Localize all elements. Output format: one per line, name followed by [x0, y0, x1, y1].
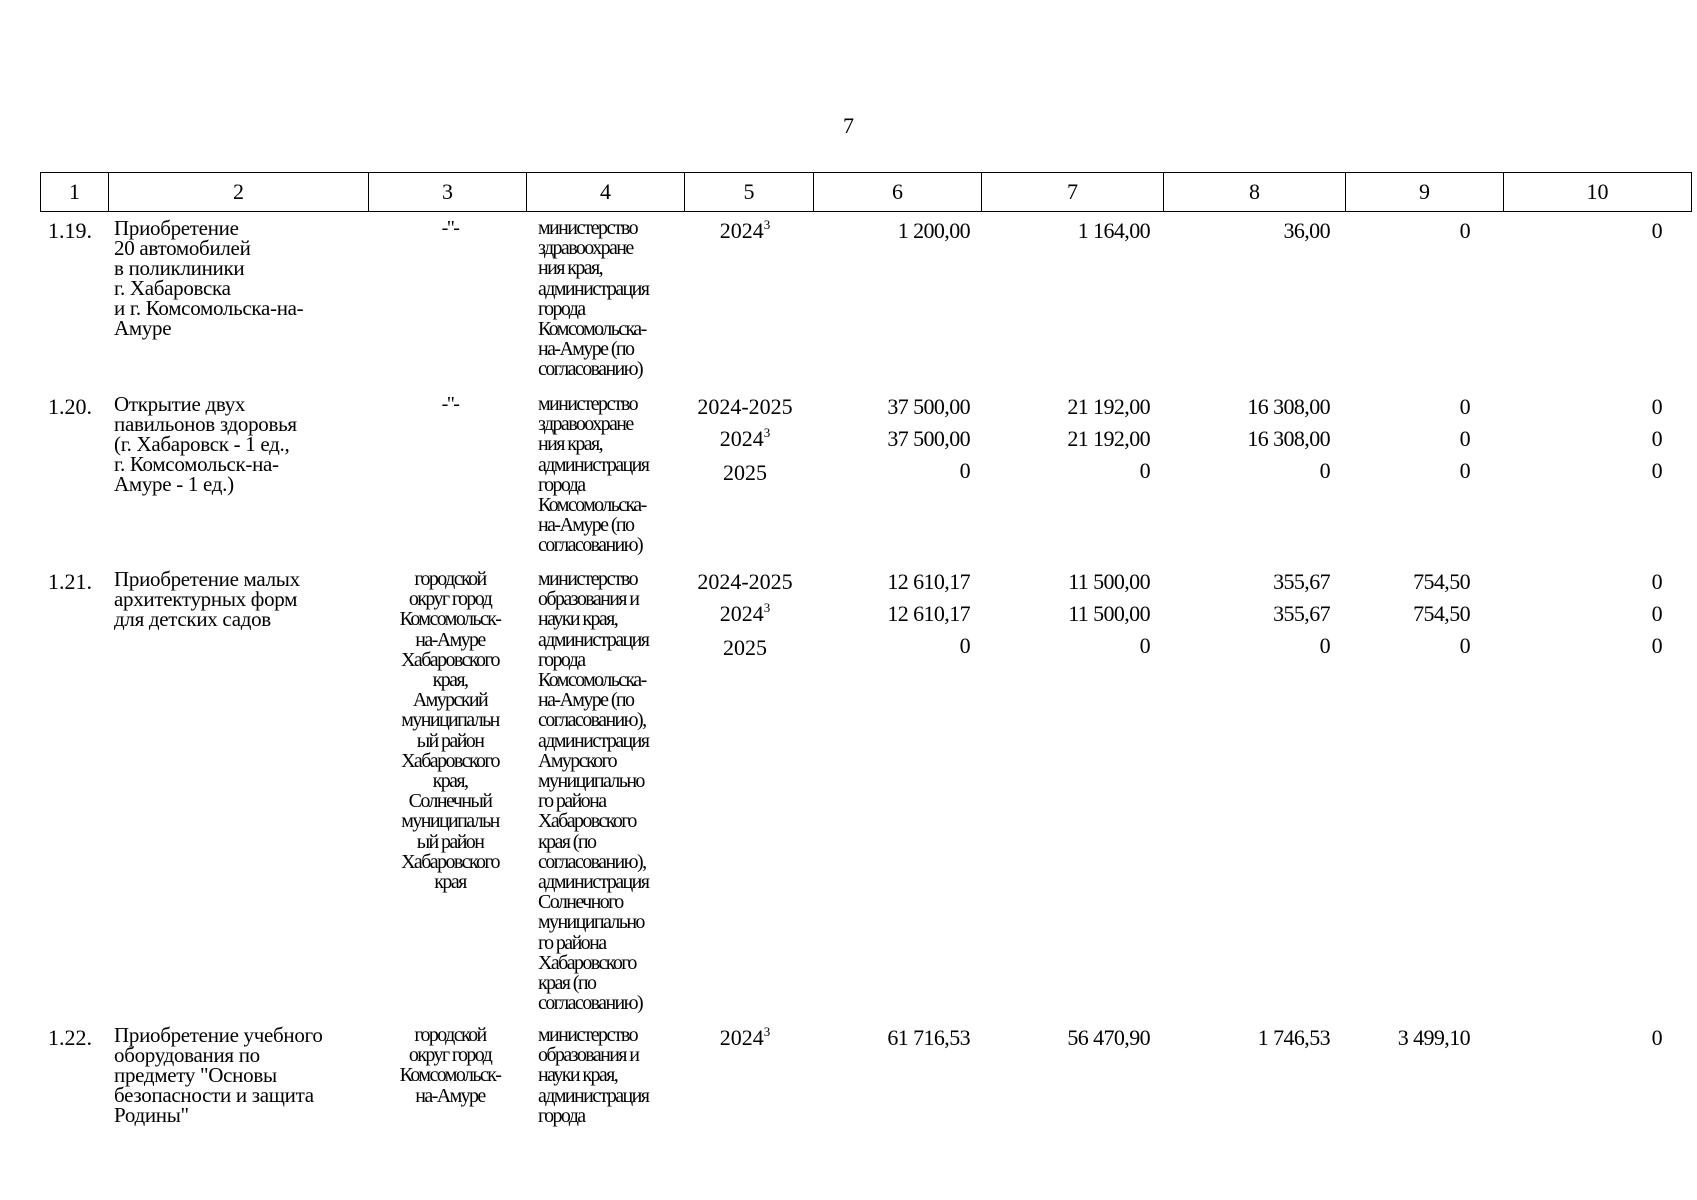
row-name: Открытие двух павильонов здоровья (г. Хабаровск - 1 ед., г. Комсомольск-на- Амуре - 1 ед.): [114, 392, 297, 496]
row-number: 1.19.: [48, 218, 92, 243]
page-number: 7: [843, 113, 854, 138]
header-col-5: 5: [685, 173, 814, 212]
year-footnote: 3: [763, 600, 771, 615]
header-col-4: 4: [527, 173, 685, 212]
header-col-2: 2: [109, 173, 369, 212]
row-value-9: 0: [1459, 633, 1470, 658]
row-value-9: 3 499,10: [1397, 1025, 1470, 1050]
row-value-8: 355,67: [1273, 601, 1330, 626]
header-col-3: 3: [369, 173, 527, 212]
row-territory: городской округ город Комсомольск- на-Амуре Хабаровского края, Амурский муниципальн ый район Хабаровского края, Солнечный муниципальн ый район Хабаровского края: [399, 568, 501, 894]
row-executor: министерство образования и науки края, администрация города: [538, 1024, 649, 1127]
row-value-7: 0: [1139, 633, 1150, 658]
row-year: 2024-2025: [697, 569, 793, 594]
row-value-8: 1 746,53: [1257, 1025, 1330, 1050]
row-value-total: 0: [959, 458, 970, 483]
row-year: 2024-2025: [697, 394, 793, 419]
header-col-8: 8: [1164, 173, 1346, 212]
year-footnote: 3: [763, 1024, 771, 1039]
year-footnote: 3: [763, 425, 771, 440]
row-number: 1.22.: [48, 1025, 92, 1050]
table-row: [40, 1025, 1690, 1135]
table-body: [40, 218, 1690, 1135]
row-value-10: 0: [1651, 458, 1662, 483]
column-number-header: [40, 172, 1692, 212]
row-value-10: 0: [1651, 218, 1662, 243]
header-col-9: 9: [1346, 173, 1504, 212]
row-executor: министерство здравоохране ния края, администрация города Комсомольска- на-Амуре (по согласованию): [538, 393, 649, 557]
row-year: 2024$^3$: [719, 600, 771, 626]
row-value-8: 16 308,00: [1247, 426, 1330, 451]
table-row: [40, 394, 1690, 569]
row-number: 1.21.: [48, 569, 92, 594]
row-value-total: 12 610,17: [887, 569, 970, 594]
row-territory: -"-: [441, 393, 459, 415]
row-value-7: 56 470,90: [1067, 1025, 1150, 1050]
row-value-10: 0: [1651, 601, 1662, 626]
header-col-1: 1: [41, 173, 109, 212]
row-value-8: 36,00: [1283, 218, 1330, 243]
row-territory: городской округ город Комсомольск- на-Амуре: [399, 1024, 501, 1107]
row-value-10: 0: [1651, 569, 1662, 594]
row-year: 2025: [723, 635, 767, 660]
row-value-10: 0: [1651, 394, 1662, 419]
row-name: Приобретение малых архитектурных форм для детских садов: [114, 567, 300, 631]
row-year: 2024$^3$: [719, 217, 771, 243]
row-year: 2024$^3$: [719, 1024, 771, 1050]
year-footnote: 3: [763, 217, 771, 232]
row-value-8: 16 308,00: [1247, 394, 1330, 419]
row-value-8: 0: [1319, 633, 1330, 658]
row-value-total: 61 716,53: [887, 1025, 970, 1050]
row-value-total: 37 500,00: [887, 394, 970, 419]
row-value-9: 0: [1459, 426, 1470, 451]
table-row: [40, 569, 1690, 1025]
row-value-9: 754,50: [1413, 601, 1470, 626]
row-value-7: 21 192,00: [1067, 426, 1150, 451]
row-value-8: 0: [1319, 458, 1330, 483]
row-territory: -"-: [441, 217, 459, 239]
row-executor: министерство здравоохране ния края, администрация города Комсомольска- на-Амуре (по согласованию): [538, 217, 649, 381]
header-col-6: 6: [814, 173, 982, 212]
row-value-7: 1 164,00: [1077, 218, 1150, 243]
row-value-10: 0: [1651, 633, 1662, 658]
row-value-total: 0: [959, 633, 970, 658]
row-value-7: 0: [1139, 458, 1150, 483]
row-value-7: 21 192,00: [1067, 394, 1150, 419]
row-value-total: 37 500,00: [887, 426, 970, 451]
row-name: Приобретение учебного оборудования по предмету "Основы безопасности и защита Родины": [114, 1023, 323, 1127]
row-value-7: 11 500,00: [1068, 569, 1150, 594]
row-value-total: 12 610,17: [887, 601, 970, 626]
row-executor: министерство образования и науки края, администрация города Комсомольска- на-Амуре (по согласованию), администрация Амурского муниципально го района Хабаровского края (по согласованию), администрация Солнечного муниципально го района Хабаровского края (по согласованию): [538, 568, 649, 1015]
row-value-9: 0: [1459, 458, 1470, 483]
header-col-10: 10: [1504, 173, 1692, 212]
row-number: 1.20.: [48, 394, 92, 419]
row-value-7: 11 500,00: [1068, 601, 1150, 626]
table-row: [40, 218, 1690, 394]
row-value-10: 0: [1651, 426, 1662, 451]
row-name: Приобретение 20 автомобилей в поликлиники г. Хабаровска и г. Комсомольска-на- Амуре: [114, 216, 304, 340]
header-col-7: 7: [982, 173, 1164, 212]
row-value-9: 0: [1459, 394, 1470, 419]
row-value-9: 0: [1459, 218, 1470, 243]
row-year: 2025: [723, 460, 767, 485]
row-value-10: 0: [1651, 1025, 1662, 1050]
row-value-total: 1 200,00: [897, 218, 970, 243]
row-year: 2024$^3$: [719, 425, 771, 451]
row-value-8: 355,67: [1273, 569, 1330, 594]
row-value-9: 754,50: [1413, 569, 1470, 594]
